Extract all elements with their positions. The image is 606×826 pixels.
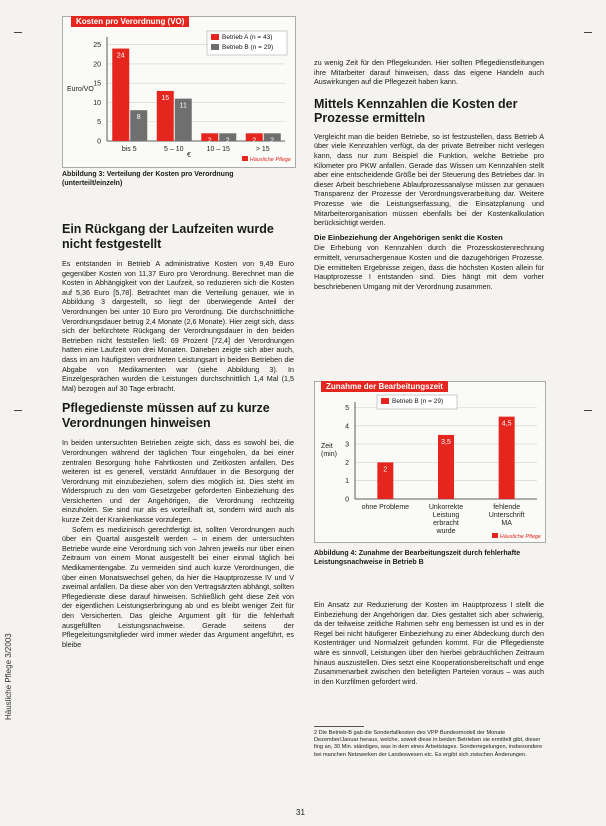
paragraph-right-0: zu wenig Zeit für den Pflegekunden. Hier sollten Pflegedienstleitungen ihre Mitarbeiter darauf hinweisen, dass das eigene Handeln auch Auswirkungen auf die Pflegezeit haben kann. [314, 58, 544, 87]
bar-value-label: 4,5 [501, 420, 512, 428]
chart-1-plot [63, 17, 295, 167]
x-tick-label: 10 – 15 [206, 146, 230, 153]
crop-mark [14, 32, 22, 33]
footnote-rule [314, 726, 364, 727]
subheading-angehoerige: Die Einbeziehung der Angehörigen senkt die Kosten [314, 232, 503, 242]
chart-1-title: Kosten pro Verordnung (VO) [71, 16, 189, 27]
x-tick-label: Unterschrift [488, 512, 525, 519]
right-column-bottom [314, 600, 544, 686]
bar [499, 417, 515, 499]
x-tick-label: erbracht [433, 520, 459, 527]
crop-mark [584, 32, 592, 33]
bar-value-label: 2 [383, 466, 388, 474]
journal-sidebar-text: Häusliche Pflege 3/2003 [4, 633, 13, 720]
y-tick-label: 20 [93, 61, 101, 69]
y-tick-label: 2 [345, 459, 349, 467]
bar-value-label: 2 [207, 137, 212, 145]
chart-2-plot [315, 382, 545, 542]
paragraph-left-1: Es entstanden in Betrieb A administrative Kosten von 9,49 Euro gegenüber Kosten von 11,37 Euro pro Verordnung. Berechnet man die Kosten in Abhängigkeit von der Laufzeit, so reduzieren sich die Kosten auf 5,36 Euro [5,78]. Betrachtet man die Verteilung genauer, wie in Abbildung 3 dargestellt, so liegt der überwiegende Anteil der Verordnungen bei unter 10 Euro pro Verordnung. Die durchschnittliche Verordnungsdauer betrug 2,4 Monate (2,6 Monate). Hier zeigt sich, dass sich der befürchtete Rückgang der Verordnungsdauer in den beiden Betrieben nicht feststellen ließ: 69 Prozent [72,4] der Verordnungen hatten eine Laufzeit von drei Monaten. Daneben zeigte sich aber auch, dass im am häufigsten verordneten Leistungsart in beiden Betrieben die Abgabe von Medikamenten war (siehe Abbildung 3). In Einzelgesprächen wurden die Leistungen durchschnittlich 1,4 Mal (1,5 Mal) bezogen auf 30 Tage erbracht. [62, 259, 294, 393]
chart-1-caption: Abbildung 3: Verteilung der Kosten pro Verordnung (unterteilt/einzeln) [62, 171, 234, 187]
chart-2-brand-text: Häusliche Pflege [499, 534, 541, 540]
x-tick-label: bis 5 [121, 146, 137, 153]
legend-swatch [381, 398, 389, 404]
legend-label: Betrieb B (n = 29) [392, 398, 444, 405]
bar-value-label: 2 [252, 137, 257, 145]
chart-1-brand-text: Häusliche Pflege [249, 157, 291, 163]
paragraph-left-2: In beiden untersuchten Betrieben zeigte sich, dass es sowohl bei, die Verordnungen während der täglichen Tour eingeholen, da bei einer zentralen Besorgung hohe Fahrtkosten und Zeitkosten anfallen. Des weiteren ist es generell, verstärkt Anrufdauer in die Besorgung der Verordnung mit einzubeziehen, sofern dies möglich ist. Dies steht im Widerspruch zu den vom Gesetzgeber geforderten Einbeziehung des Versicherten und der Angehörigen, die Verordnung rechtzeitig einzuholen. Sie sind nur als es vorteilhaft ist, sondern wird auch als kurze Zeit der Krankenkasse vorzulegen. [62, 438, 294, 525]
heading-laufzeiten: Ein Rückgang der Laufzeiten wurde nicht festgestellt [62, 222, 274, 251]
bar-value-label: 2 [225, 137, 230, 145]
chart-1 [62, 16, 296, 168]
x-tick-label: > 15 [255, 146, 270, 153]
bar-value-label: 11 [179, 102, 187, 110]
bar-value-label: 8 [136, 114, 141, 122]
heading-kennzahlen: Mittels Kennzahlen die Kosten der Prozesse ermitteln [314, 96, 518, 126]
legend-swatch [211, 34, 219, 40]
chart-1-xlabel: € [187, 152, 191, 159]
heading-pflegedienste: Pflegedienste müssen auf zu kurze Verordnungen hinweisen [62, 401, 270, 430]
x-tick-label: MA [501, 520, 512, 527]
right-column-top [314, 58, 544, 291]
chart-1-brand [242, 156, 291, 163]
x-tick-label: 5 – 10 [164, 146, 184, 153]
paragraph-right-1: Vergleicht man die beiden Betriebe, so ist festzustellen, dass Betrieb A über viele Kennzahlen verfügt, da der private Betreiber nicht verlegen kann, dass nur zum Beispiel die Funktion, welche Betriebe pro Kilometer pro PKW anfallen. Gerade das Wissen um Kennzahlen stellt aber eine entscheidende Größe bei der Steuerung des Betriebes dar. In dieser Arbeit beschriebene Ablaufprozessanalyse müssen zur genauen Transparenz der Prozesse der Verordnungsverarbeitung dar. Weitere Prozesse wie die Leistungserfassung, die Einsatzplanung und Mitarbeiterorganisation müssen ebenfalls bei der Kostenkalkulation berücksichtigt werden. [314, 131, 544, 228]
bar-value-label: 3,5 [441, 438, 451, 446]
footnote: 2 Die Betrieb-B gab die Sonderfallkosten des VPP Bundesmodell der Monate Dezember/Januar heraus, welche, soweit diese in beiden Betrieben sie ermittelt gibt, dieser fing an, 30 Min. ständiges, was in dem eines Arbeitstages. Sonderregelungen, insbesondere bei manchen Netzwerken der Landeswesen etc. Es ergibt sich zwischen Änderungen. [314, 730, 543, 758]
y-tick-label: 1 [345, 478, 349, 486]
bar-value-label: 24 [116, 52, 125, 60]
y-tick-label: 5 [345, 404, 349, 412]
x-tick-label: wurde [436, 528, 456, 535]
paragraph-right-3: Ein Ansatz zur Reduzierung der Kosten im Hauptprozess I stellt die Einbeziehung der Angehörigen dar. Dies gestaltet sich aber schwierig, da der teilweise zeitliche Rahmen sehr eng bemessen ist und es in der Regel bei nicht häufigerer Einbeziehung zu einer Abdeckung durch den Kostenträger und Normalzeit gefunden kommt. Für die Pflegedienste wäre es sinnvoll, Leistungen über den hierbei gebräuchlichen Zeitraum hinaus auszustellen. Dies setzt eine Kooperationsbereitschaft und enge Zusammenarbeit zwischen den beteiligten Parteien voraus – was auch in den Kurzfilmen gefordert wird. [314, 600, 544, 686]
y-tick-label: 5 [97, 119, 101, 127]
x-tick-label: Leistung [432, 512, 460, 519]
y-tick-label: 3 [345, 441, 349, 449]
legend-label: Betrieb B (n = 29) [222, 44, 274, 51]
legend-swatch [211, 44, 219, 50]
chart-1-ylabel: Euro/VO [67, 86, 94, 93]
left-column [62, 222, 294, 649]
y-tick-label: 15 [93, 80, 101, 88]
y-tick-label: 0 [97, 138, 101, 146]
legend-label: Betrieb A (n = 43) [222, 34, 273, 41]
chart-2-caption: Abbildung 4: Zunahme der Bearbeitungszeit durch fehlerhafte Leistungsnachweise in Betrieb B [314, 550, 521, 566]
page-number: 31 [296, 808, 305, 817]
x-tick-label: fehlende [493, 504, 521, 511]
bar-value-label: 15 [161, 94, 170, 102]
paragraph-right-2: Die Erhebung von Kennzahlen durch die Prozesskostenrechnung ermittelt, verursachergenaue Kosten und die dazugehörigen Prozesse. Die ermittelten Ergebnisse zeigen, dass die höchsten Kosten allein für Hauptprozesse I entstanden sind. Dies hängt mit dem vorher beschriebenen Umgang mit der Verordnung zusammen. [314, 243, 544, 291]
x-tick-label: Unkorrekte [428, 504, 464, 511]
chart-2-brand [492, 533, 541, 540]
paragraph-left-3: Sofern es medizinisch gerechtfertigt ist, sollten Verordnungen auch über ein Quartal ausgestellt werden – in einem der untersuchten Betriebe wurde eine Verordnung sich von Jahren jeweils nur über einen Zeitraum von einem Monat ausgestellt bei einer einmal täglich bei Medikamentengabe. Zu vermeiden sind auch kurze Verordnungen, die über einen Monatswechsel gehen, da hier die Hauptprozesse IV und V zweimal anfallen. Da diese aber von den Vertragsärzten abhängt, sollten Pflegedienste diese darauf hinweisen. Schließlich geht diese Zeit von der eigentlichen Leistungserbringung ab und es bleibt weniger Zeit für den Versicherten. Das gleiche Argument gilt für die fehlerhaft ausgefüllten Leistungsnachweise. Gerade seitens der Pflegeleitungsmitglieder wird immer wieder das Argument angeführt, es bleibe [62, 524, 294, 649]
chart-2 [314, 381, 546, 543]
chart-2-ylabel: Zeit (min) [321, 443, 337, 458]
bar-value-label: 2 [270, 137, 275, 145]
bar [112, 49, 129, 141]
x-tick-label: ohne Probleme [361, 504, 410, 511]
y-tick-label: 0 [345, 496, 349, 504]
crop-mark [584, 410, 592, 411]
crop-mark [14, 410, 22, 411]
chart-2-title: Zunahme der Bearbeitungszeit [321, 381, 448, 392]
y-tick-label: 4 [345, 423, 349, 431]
y-tick-label: 25 [93, 42, 101, 50]
y-tick-label: 10 [93, 99, 101, 107]
